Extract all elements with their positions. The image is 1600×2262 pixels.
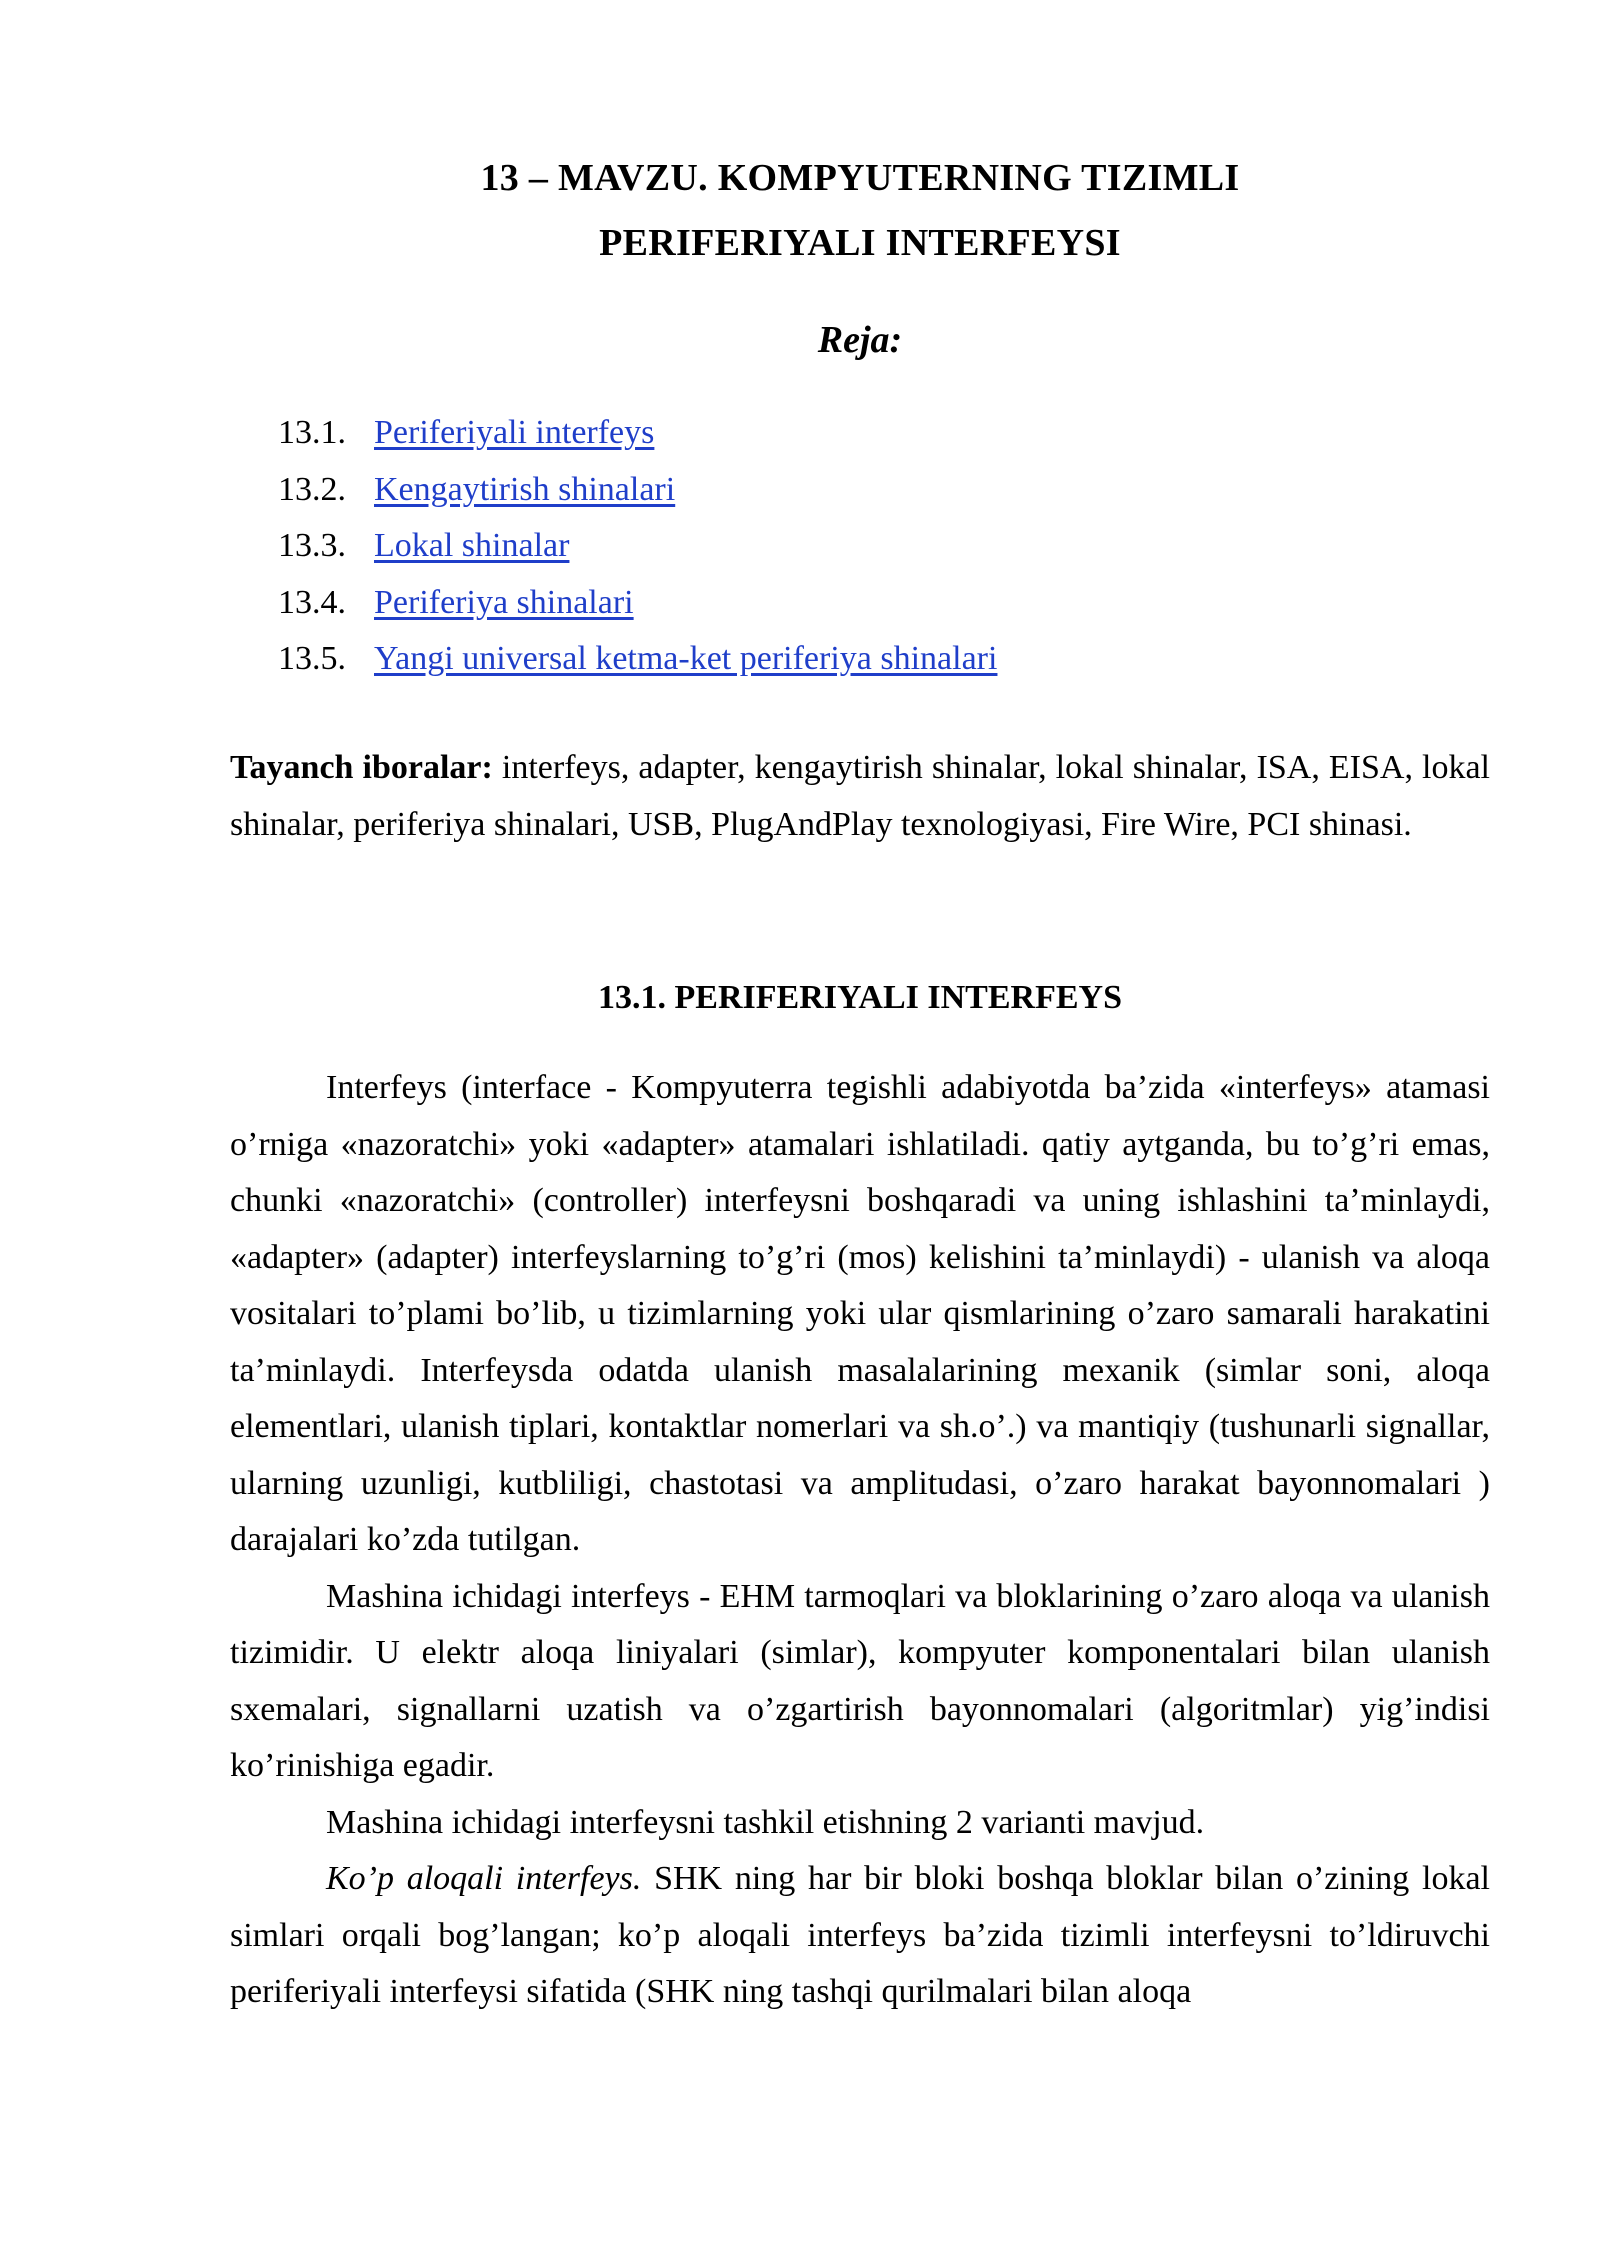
paragraph	[230, 1851, 1490, 2021]
paragraph: Mashina ichidagi interfeys - EHM tarmoqlari va bloklarining o’zaro aloqa va ulanish tizimidir. U elektr aloqa liniyalari (simlar), kompyuter komponentalari bilan ulanish sxemalari, signallarni uzatish va o’zgartirish bayonnomalari (algoritmlar) yig’indisi ko’rinishiga egadir.	[230, 1577, 1490, 1784]
table-of-contents	[278, 405, 997, 688]
paragraph-text: SHK ning har bir bloki boshqa bloklar bilan o’zining lokal simlari orqali bog’langan; ko’p aloqali interfeys ba’zida tizimli interfeysni to’ldiruvchi periferiyali interfeysi sifatida (SHK ning tashqi qurilmalari bilan aloqa	[230, 1860, 1490, 2010]
toc-item	[278, 518, 997, 575]
toc-link-lokal-shinalar[interactable]: Lokal shinalar	[374, 527, 570, 564]
toc-item-number: 13.4.	[278, 583, 346, 621]
paragraph: Mashina ichidagi interfeysni tashkil etishning 2 varianti mavjud.	[326, 1803, 1205, 1841]
italic-term: Ko’p aloqali interfeys.	[326, 1860, 642, 1897]
paragraph: Interfeys (interface - Kompyuterra tegishli adabiyotda ba’zida «interfeys» atamasi o’rniga «nazoratchi» yoki «adapter» atamalari ishlatiladi. qatiy aytganda, bu to’g’ri emas, chunki «nazoratchi» (controller) interfeysni boshqaradi va uning ishlashini ta’minlaydi, «adapter» (adapter) interfeyslarning to’g’ri (mos) kelishini ta’minlaydi) - ulanish va aloqa vositalari to’plami bo’lib, u tizimlarning yoki ular qismlarining o’zaro samarali harakatini ta’minlaydi. Interfeysda odatda ulanish masalalarining mexanik (simlar soni, aloqa elementlari, ulanish tiplari, kontaktlar nomerlari va sh.o’.) va mantiqiy (tushunarli signallar, ularning uzunligi, kutbliligi, chastotasi va amplitudasi, o’zaro harakat bayonnomalari ) darajalari ko’zda tutilgan.	[230, 1069, 1490, 1558]
page-title-line-1: 13 – MAVZU. KOMPYUTERNING TIZIMLI	[480, 157, 1240, 199]
toc-item	[278, 575, 997, 632]
toc-item-number: 13.2.	[278, 470, 346, 508]
toc-item	[278, 405, 997, 462]
toc-link-kengaytirish-shinalari[interactable]: Kengaytirish shinalari	[374, 470, 676, 508]
keywords-block	[230, 740, 1490, 853]
toc-item-number: 13.3.	[278, 527, 346, 564]
section-body	[230, 1060, 1490, 2021]
toc-link-periferiya-shinalari[interactable]: Periferiya shinalari	[374, 583, 634, 621]
section-heading: 13.1. PERIFERIYALI INTERFEYS	[598, 979, 1122, 1016]
keywords-label: Tayanch iboralar:	[230, 749, 493, 786]
toc-item-number: 13.1.	[278, 414, 346, 451]
toc-link-universal-ketma-ket-shinalar[interactable]: Yangi universal ketma-ket periferiya shinalari	[374, 640, 998, 677]
toc-item-number: 13.5.	[278, 640, 346, 677]
toc-item	[278, 462, 997, 519]
plan-label: Reja:	[817, 319, 903, 361]
toc-link-periferiyali-interfeys[interactable]: Periferiyali interfeys	[374, 414, 655, 451]
toc-item	[278, 631, 997, 688]
keywords-text: interfeys, adapter, kengaytirish shinalar, lokal shinalar, ISA, EISA, lokal shinalar, periferiya shinalari, USB, PlugAndPlay texnologiyasi, Fire Wire, PCI shinasi.	[230, 749, 1490, 843]
page-title-line-2: PERIFERIYALI INTERFEYSI	[599, 222, 1121, 264]
